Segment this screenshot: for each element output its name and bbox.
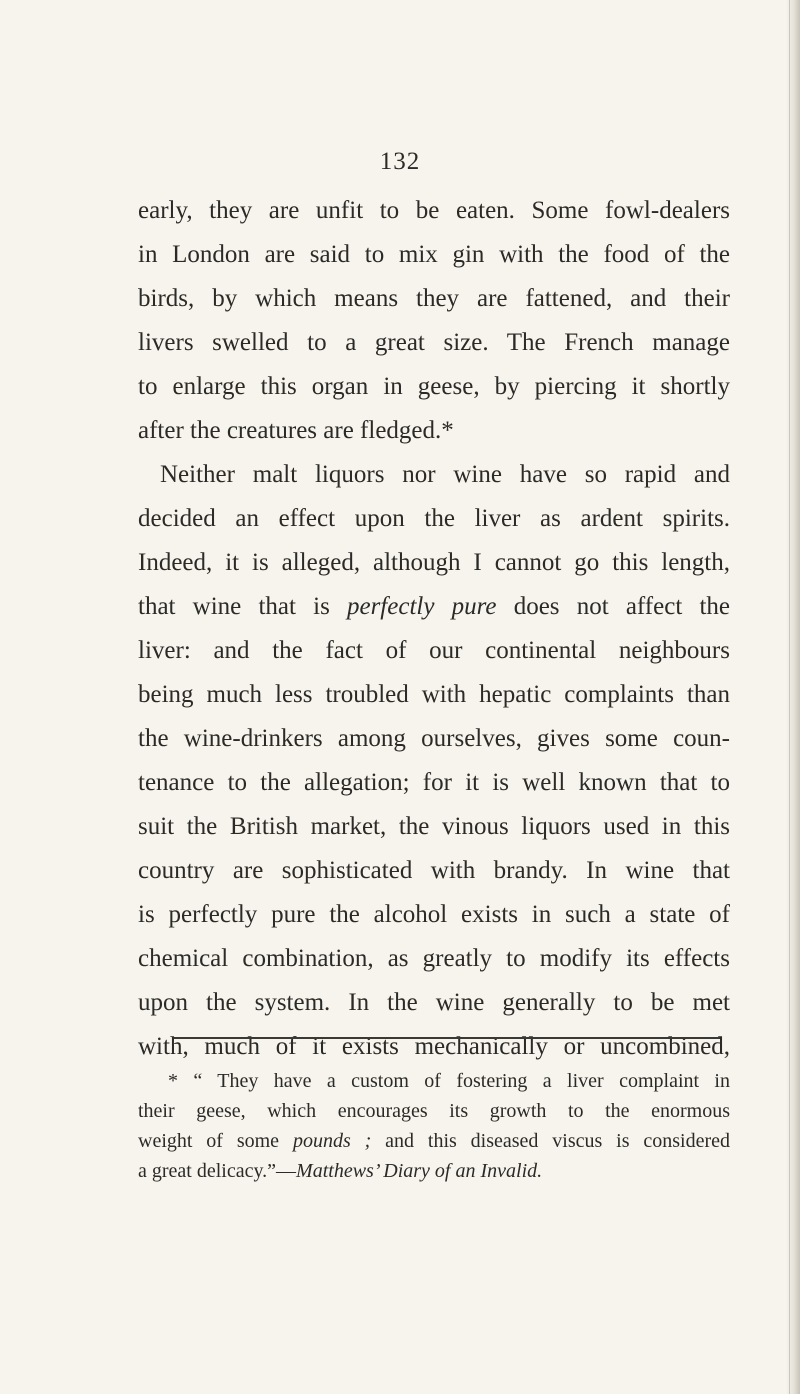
footnote-line: their geese, which encourages its growth to the enormous — [138, 1100, 730, 1122]
text-line-with-italic — [138, 585, 730, 629]
text-line: is perfectly pure the alcohol exists in such a state of — [138, 901, 730, 928]
italic-phrase: perfectly pure — [346, 593, 497, 620]
footnote-line-with-italic — [138, 1126, 730, 1156]
text-line: being much less troubled with hepatic complaints than — [138, 681, 730, 708]
text-line: livers swelled to a great size. The French manage — [138, 329, 730, 356]
body-text — [138, 189, 730, 1069]
text-segment: weight of some — [138, 1130, 293, 1152]
text-segment: does not affect the — [496, 593, 730, 620]
text-line: chemical combination, as greatly to modify its effects — [138, 945, 730, 972]
text-line: in London are said to mix gin with the food of the — [138, 241, 730, 268]
text-line: to enlarge this organ in geese, by piercing it shortly — [138, 373, 730, 400]
italic-phrase: pounds ; — [292, 1130, 372, 1152]
paragraph-start-line: Neither malt liquors nor wine have so rapid and — [160, 461, 730, 488]
text-line: upon the system. In the wine generally to be met — [138, 989, 730, 1016]
text-line: the wine-drinkers among ourselves, gives some coun- — [138, 725, 730, 752]
footnote-divider — [174, 1037, 720, 1039]
text-line: with, much of it exists mechanically or uncombined, — [138, 1033, 730, 1060]
page-number: 132 — [379, 148, 421, 175]
text-line: suit the British market, the vinous liquors used in this — [138, 813, 730, 840]
text-line: Indeed, it is alleged, although I cannot go this length, — [138, 549, 730, 576]
footnote-citation-line — [138, 1156, 730, 1186]
text-line: liver: and the fact of our continental neighbours — [138, 637, 730, 664]
text-line: tenance to the allegation; for it is well known that to — [138, 769, 730, 796]
text-line: country are sophisticated with brandy. In wine that — [138, 857, 730, 884]
text-line: birds, by which means they are fattened, and their — [138, 285, 730, 312]
citation-source: Matthews’ Diary of an Invalid. — [296, 1160, 543, 1182]
text-segment: and this diseased viscus is considered — [371, 1130, 731, 1152]
footnote — [138, 1066, 730, 1186]
footnote-line: * “ They have a custom of fostering a liver complaint in — [168, 1070, 730, 1092]
text-segment: a great delicacy.”— — [138, 1160, 297, 1182]
text-line: early, they are unfit to be eaten. Some fowl-dealers — [138, 197, 730, 224]
page-edge-line — [789, 0, 790, 1394]
text-line-end: after the creatures are fledged.* — [138, 417, 454, 444]
text-line: decided an effect upon the liver as ardent spirits. — [138, 505, 730, 532]
text-segment: that wine that is — [138, 593, 347, 620]
